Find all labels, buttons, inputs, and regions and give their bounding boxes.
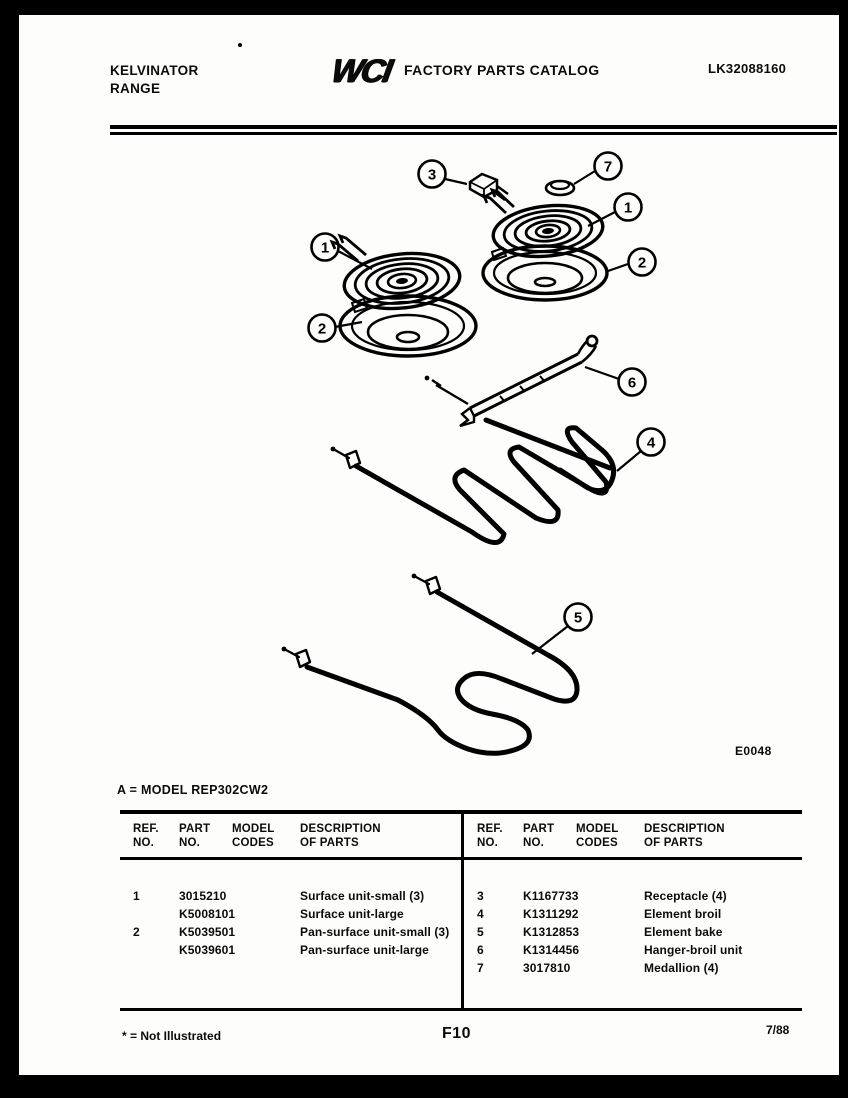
header-rule-bottom (110, 132, 837, 135)
table-row: 1 3015210 Surface unit-small (3) (133, 889, 425, 903)
svg-text:2: 2 (317, 320, 327, 338)
header-left-half (120, 814, 461, 857)
brand-title (110, 62, 199, 98)
callout-3 (419, 161, 468, 188)
brand-line1: KELVINATOR (110, 63, 199, 78)
svg-text:7: 7 (603, 158, 613, 176)
page-code: F10 (442, 1025, 472, 1042)
scan-border-bottom (0, 1075, 848, 1098)
header-right-half (461, 814, 799, 857)
col-ref: REF. NO. (477, 823, 503, 849)
table-row: K5008101 Surface unit-large (179, 907, 404, 921)
medallion-part (546, 181, 574, 195)
drip-pan-left (340, 296, 476, 356)
callout-7 (574, 153, 622, 185)
callout-4 (617, 429, 665, 472)
svg-text:1: 1 (320, 239, 330, 257)
svg-text:3: 3 (427, 166, 437, 184)
table-row: 2 K5039501 Pan-surface unit-small (3) (133, 925, 450, 939)
callout-1-right (588, 194, 642, 227)
table-row: 3 K1167733 Receptacle (4) (477, 889, 727, 903)
wci-logo: WCI (328, 52, 394, 89)
not-illustrated-note: * = Not Illustrated (122, 1029, 222, 1043)
parts-table-body (120, 860, 802, 1008)
svg-text:2: 2 (637, 254, 647, 272)
scan-border-top (0, 0, 848, 15)
table-row: K5039601 Pan-surface unit-large (179, 943, 429, 957)
table-row: 7 3017810 Medallion (4) (477, 961, 719, 975)
svg-text:6: 6 (627, 374, 637, 392)
callout-2-right (608, 249, 656, 276)
figure-code: E0048 (735, 744, 772, 758)
scan-speck (238, 43, 242, 47)
body-right-half (461, 860, 799, 1008)
drip-pan-right (483, 246, 607, 300)
col-desc: DESCRIPTION OF PARTS (300, 823, 381, 849)
col-desc: DESCRIPTION OF PARTS (644, 823, 725, 849)
table-row: 6 K1314456 Hanger-broil unit (477, 943, 743, 957)
col-part: PART NO. (523, 823, 555, 849)
bake-element-part (282, 574, 577, 754)
col-part: PART NO. (179, 823, 211, 849)
callout-6 (585, 367, 646, 396)
model-note: A = MODEL REP302CW2 (117, 783, 269, 797)
date-code: 7/88 (766, 1023, 790, 1037)
col-model: MODEL CODES (576, 823, 619, 849)
col-model: MODEL CODES (232, 823, 275, 849)
broil-element-part (331, 420, 614, 543)
table-row: 4 K1311292 Element broil (477, 907, 722, 921)
svg-text:4: 4 (646, 434, 656, 452)
brand-line2: RANGE (110, 81, 161, 96)
body-left-half (120, 860, 461, 1008)
col-ref: REF. NO. (133, 823, 159, 849)
catalog-title: FACTORY PARTS CATALOG (404, 62, 600, 78)
svg-text:5: 5 (573, 609, 583, 627)
svg-text:1: 1 (623, 199, 633, 217)
parts-table-header (120, 814, 802, 860)
parts-table (120, 810, 802, 1011)
callout-5 (532, 604, 592, 655)
parts-diagram (0, 140, 848, 780)
header-rule-top (110, 125, 837, 129)
table-row: 5 K1312853 Element bake (477, 925, 723, 939)
catalog-number: LK32088160 (708, 61, 787, 76)
